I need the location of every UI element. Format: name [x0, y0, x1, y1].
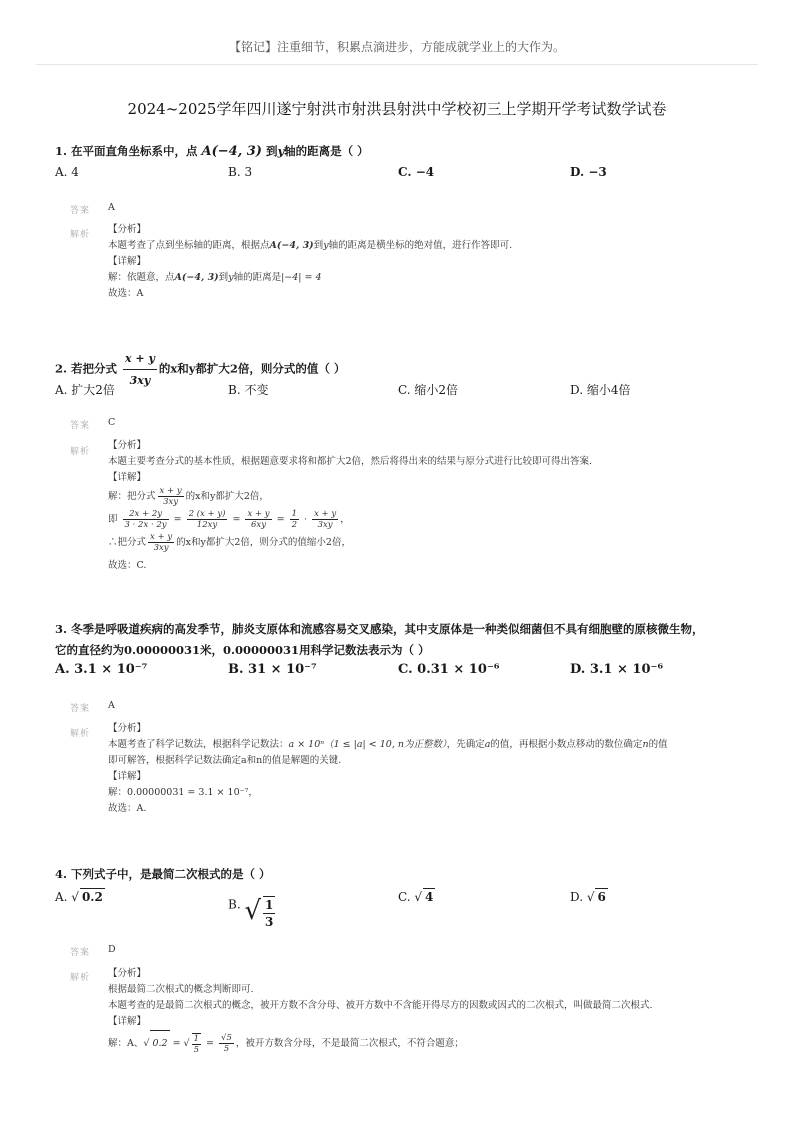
q1-option-c: C. −4 [398, 165, 435, 179]
q3-explanation: 【分析】 本题考查了科学记数法，根据科学记数法：a × 10ⁿ（1 ≤ |a| < 10, n为正整数），先确定a的值，再根据小数点移动的数位确定n的值 即可解答，根据科学记数法确定a和n的值是解题的关键. 【详解】 解：0.00000031 = 3.1 × 10⁻⁷， 故选：A. [108, 723, 668, 814]
q4-option-a: A. √ 0.2 [55, 890, 103, 904]
q2-option-a: A. 扩大2倍 [55, 383, 115, 397]
q1-option-a: A. 4 [55, 165, 79, 179]
q4-answer: D [108, 944, 116, 955]
question-2-stem: 2. 若把分式 $\frac{x + y}{3xy}$ 的x和y都扩大2倍，则分式的值（ ） [55, 348, 755, 391]
q4-option-c: C. √ 4 [398, 890, 434, 904]
q4-option-d: D. √ 6 [570, 890, 606, 904]
analysis-label: 解析 [70, 230, 91, 240]
answer-label: 答案 [70, 948, 91, 958]
q4-option-b: B. √ $\frac{1}{3}$ [228, 896, 274, 929]
q4-explanation: 【分析】 根据最简二次根式的概念判断即可. 本题考查的是最简二次根式的概念，被开方数不含分母、被开方数中不含能开得尽方的因数或因式的二次根式，叫做最简二次根式. 【详解】 解：A、√ 0.2 = √ $\frac{1}{5}$ = $\frac{√5}{5}$ ，被开方数含分母，不是最简二次根式，不符合题意； [108, 966, 728, 1057]
page-title: 2024~2025学年四川遂宁射洪市射洪县射洪中学校初三上学期开学考试数学试卷 [127, 100, 667, 118]
q3-option-a: A. 3.1 × 10⁻⁷ [55, 662, 148, 677]
question-3-stem: 3. 冬季是呼吸道疾病的高发季节，肺炎支原体和流感容易交叉感染，其中支原体是一种类似细菌但不具有细胞壁的原核微生物， 它的直径约为0.00000031米，0.00000031用科学记数法表示为（ ） [55, 622, 704, 657]
q2-option-d: D. 缩小4倍 [570, 383, 631, 397]
answer-label: 答案 [70, 206, 91, 216]
q2-explanation: 【分析】 本题主要考查分式的基本性质，根据题意要求将和都扩大2倍，然后将得出来的结果与原分式进行比较即可得出答案. 【详解】 解：把分式 $\frac{x + y}{3xy}$ 的x和y都扩大2倍， 即 $\frac{2x + 2y}{3 \cdot 2x \cdot 2y}$ = $\frac{2 (x + y)}{12xy}$ = $\frac{x + y}{6xy}$ = $\frac{1}{2}$ · $\frac{x + y}{3xy}$ ， ∴把分式 $\frac{x + y}{3xy}$ 的x和y都扩大2倍，则分式的值缩小2倍， 故选：C. [108, 440, 593, 571]
header-divider [36, 64, 758, 65]
q3-option-d: D. 3.1 × 10⁻⁶ [570, 662, 664, 677]
question-1-stem: 1. 在平面直角坐标系中，点 A(−4, 3) 到y轴的距离是（ ） [55, 144, 369, 159]
point-a: A(−4, 3) [201, 144, 262, 159]
motto: 【铭记】注重细节，积累点滴进步，方能成就学业上的大作为。 [228, 40, 565, 54]
answer-label: 答案 [70, 421, 91, 431]
question-4-stem: 4. 下列式子中，是最简二次根式的是（ ） [55, 867, 271, 881]
q2-option-b: B. 不变 [228, 383, 269, 397]
analysis-label: 解析 [70, 973, 91, 983]
analysis-label: 解析 [70, 447, 91, 457]
q3-option-c: C. 0.31 × 10⁻⁶ [398, 662, 500, 677]
fraction: $\frac{x + y}{3xy}$ [123, 348, 157, 391]
q2-option-c: C. 缩小2倍 [398, 383, 459, 397]
answer-label: 答案 [70, 704, 91, 714]
q1-explanation: 【分析】 本题考查了点到坐标轴的距离，根据点A(−4, 3)到y轴的距离是横坐标的绝对值，进行作答即可. 【详解】 解：依题意，点A(−4, 3)到y轴的距离是|−4| = 4 故选：A [108, 224, 513, 299]
q1-option-b: B. 3 [228, 165, 253, 179]
q2-answer: C [108, 417, 116, 428]
q3-answer: A [108, 700, 115, 711]
q3-option-b: B. 31 × 10⁻⁷ [228, 662, 317, 677]
analysis-label: 解析 [70, 729, 91, 739]
q1-option-d: D. −3 [570, 165, 607, 179]
q1-answer: A [108, 202, 115, 213]
